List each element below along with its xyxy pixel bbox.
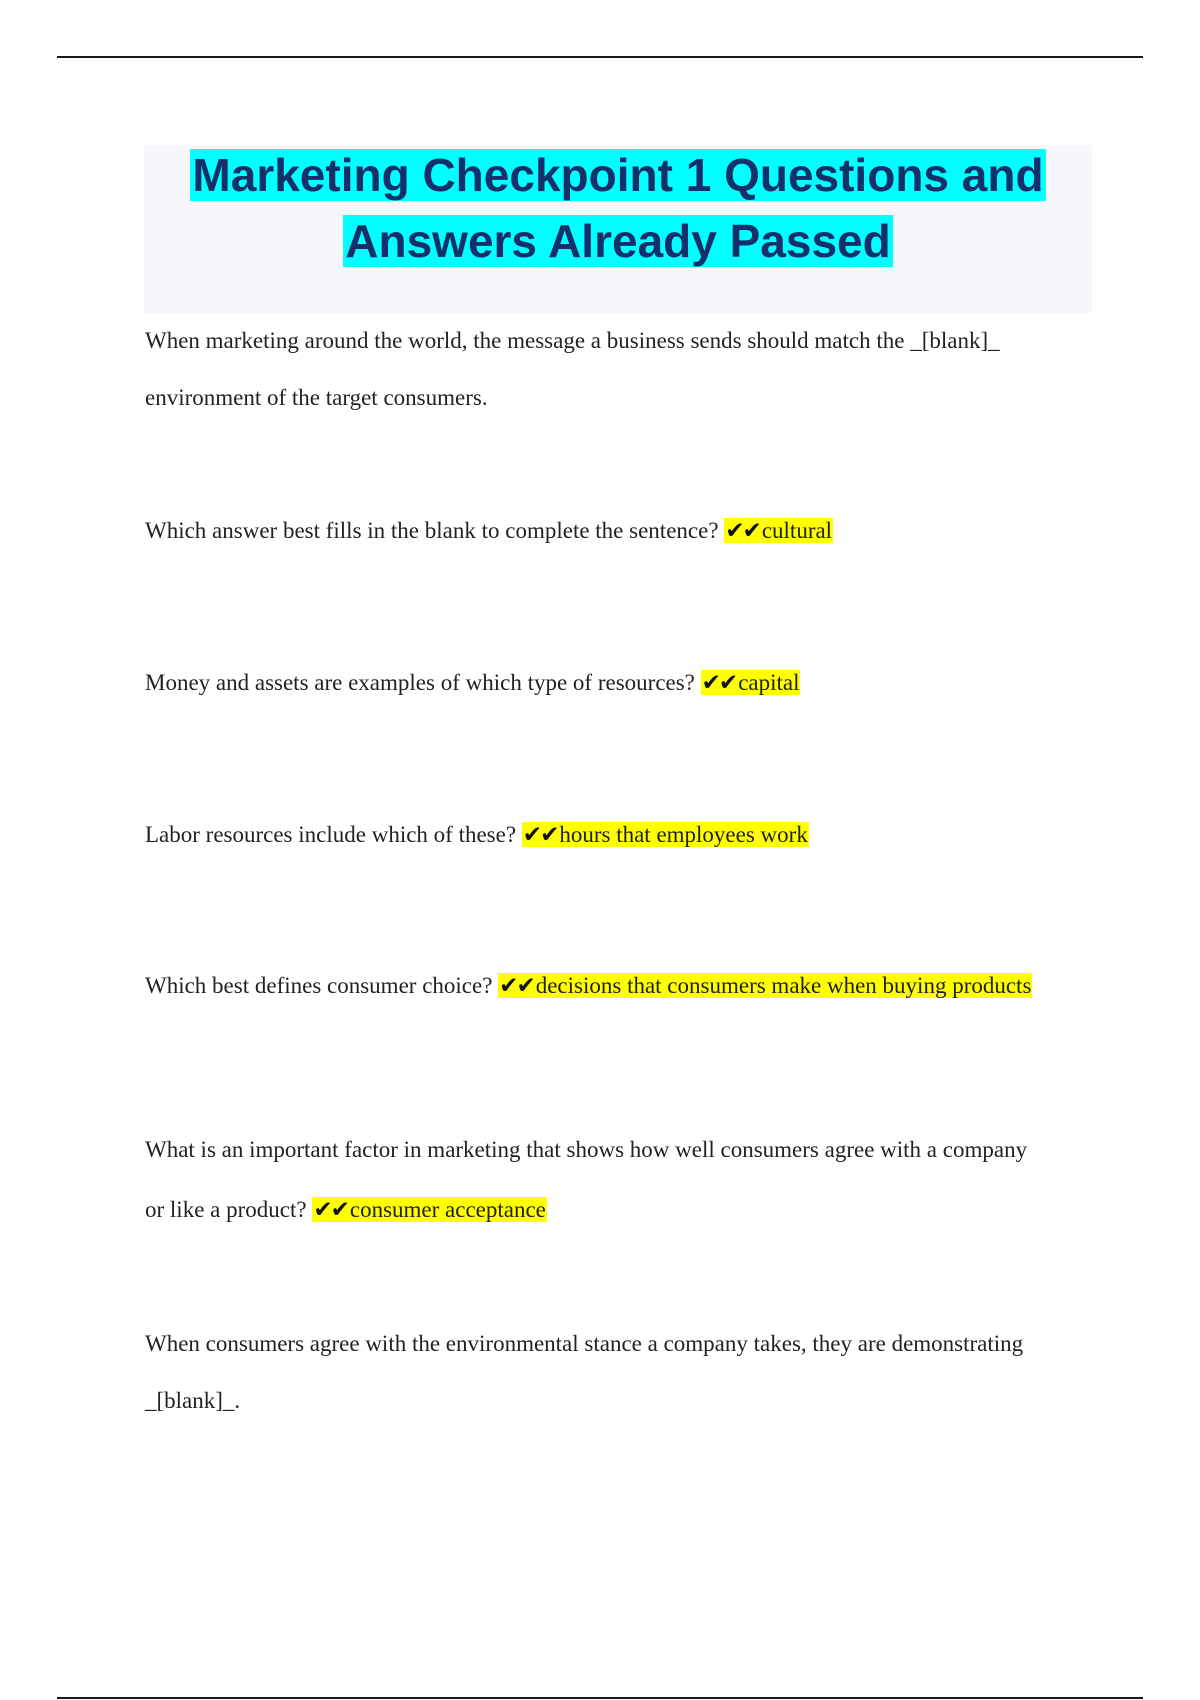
double-check-icon: ✔✔ [522,822,558,848]
question-5-text: Which best defines consumer choice? [145,973,499,998]
document-title-line-2: Answers Already Passed [345,215,891,267]
question-3 [145,668,1095,698]
question-7-line-2: _[blank]_. [145,1388,241,1413]
double-check-icon: ✔✔ [499,973,534,999]
question-6 [145,1120,1095,1240]
question-6-line-1: What is an important factor in marketing that shows how well consumers agree with a company [145,1137,1028,1162]
answer-2-text: cultural [761,518,833,543]
question-3-text: Money and assets are examples of which type of resources? [145,670,701,695]
footer-rule [57,1697,1143,1699]
question-2-text: Which answer best fills in the blank to complete the sentence? [145,518,725,543]
answer-6 [312,1197,547,1222]
answer-2 [724,518,833,543]
title-block [144,145,1092,313]
question-5 [145,971,1095,1001]
question-1 [145,312,1095,426]
double-check-icon: ✔✔ [725,518,760,544]
answer-4 [522,822,809,847]
answer-5-text: decisions that consumers make when buying products [535,973,1032,998]
question-6-line-2: or like a product? [145,1197,313,1222]
question-7-line-1: When consumers agree with the environmental stance a company takes, they are demonstrating [145,1331,1024,1356]
answer-6-text: consumer acceptance [349,1197,546,1222]
answer-5 [498,973,1032,998]
question-7 [145,1315,1095,1429]
header-rule [57,56,1143,58]
question-4 [145,820,1095,850]
answer-3-text: capital [738,670,800,695]
double-check-icon: ✔✔ [313,1197,348,1223]
double-check-icon: ✔✔ [701,670,737,696]
question-2 [145,516,1095,546]
answer-4-text: hours that employees work [559,822,808,847]
question-1-line-1: When marketing around the world, the message a business sends should match the _[blank]_ [145,328,1000,353]
answer-3 [701,670,801,695]
document-title-line-1: Marketing Checkpoint 1 Questions and [192,149,1044,201]
question-1-line-2: environment of the target consumers. [145,385,488,410]
question-4-text: Labor resources include which of these? [145,822,522,847]
